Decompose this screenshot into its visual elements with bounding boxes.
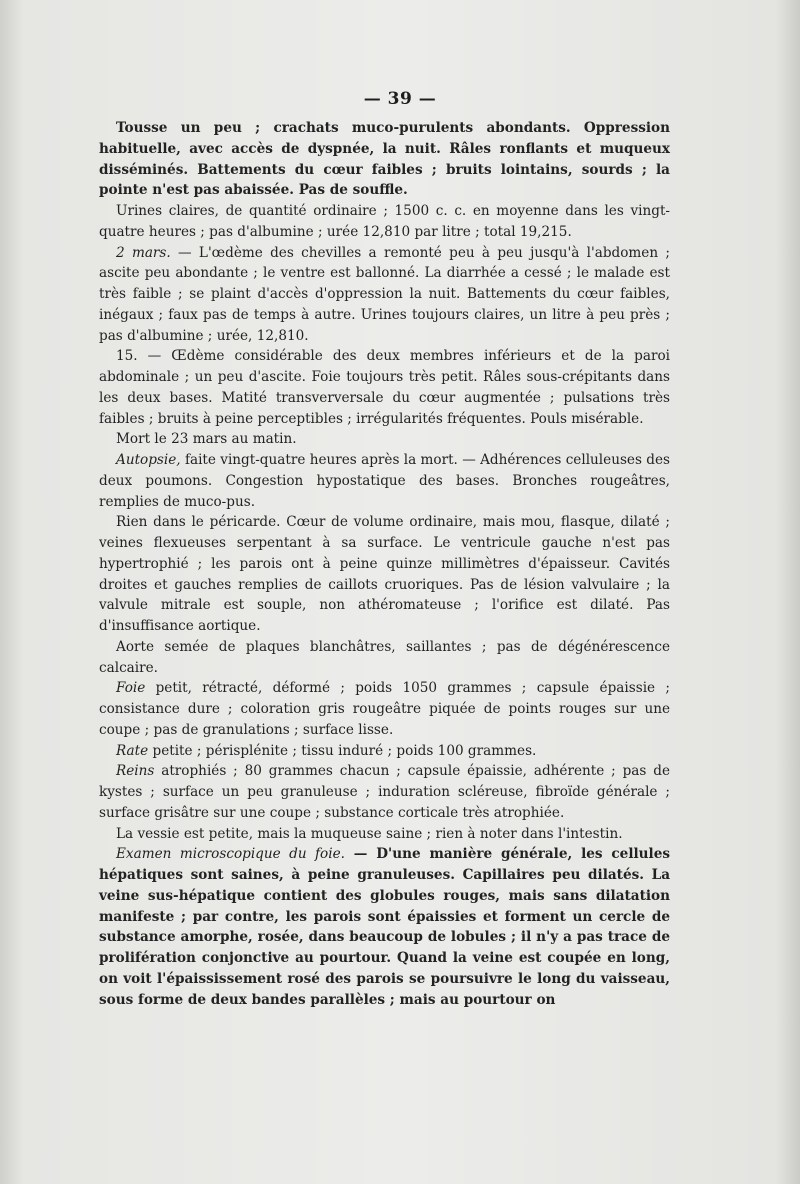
paragraph: 15. — Œdème considérable des deux membres inférieurs et de la paroi abdominale ; un peu d'ascite. Foie toujours très petit. Râles sous-crépitants dans les deux bases. Matité transverversale du cœur augmentée ; pulsations très faibles ; bruits à peine perceptibles ; irrégularités fréquentes. Pouls misérable. — [99, 348, 670, 427]
paragraph: 2 mars. — L'œdème des chevilles a remonté peu à peu jusqu'à l'abdomen ; ascite peu abondante ; le ventre est ballonné. La diarrhée a cessé ; le malade est très faible ; se plaint d'accès d'oppression la nuit. Battements du cœur faibles, inégaux ; faux pas de temps à autre. Urines toujours claires, un litre à peu près ; pas d'albumine ; urée, 12,810. — [99, 244, 670, 344]
paragraph-lead: 2 mars. — [116, 244, 171, 261]
paragraph: Autopsie, faite vingt-quatre heures après la mort. — Adhérences celluleuses des deux poumons. Congestion hypostatique des bases. Bronches rougeâtres, remplies de muco-pus. — [99, 452, 670, 510]
paragraph: Aorte semée de plaques blanchâtres, saillantes ; pas de dégénérescence calcaire. — [99, 638, 670, 676]
paragraph: Examen microscopique du foie. — D'une manière générale, les cellules hépatiques sont saines, à peine granuleuses. Capillaires peu dilatés. La veine sus-hépatique contient des globules rouges, mais sans dilatation manifeste ; par contre, les parois sont épaissies et forment un cercle de substance amorphe, rosée, dans beaucoup de lobules ; il n'y a pas trace de prolifération conjonctive au pourtour. Quand la veine est coupée en long, on voit l'épaississement rosé des parois se poursuivre le long du vaisseau, sous forme de deux bandes parallèles ; mais au pourtour on — [99, 846, 670, 1008]
paragraph-lead: Autopsie, — [116, 452, 181, 468]
body-text — [99, 118, 670, 1010]
paragraph: La vessie est petite, mais la muqueuse saine ; rien à noter dans l'intestin. — [116, 825, 623, 842]
paragraph: Foie petit, rétracté, déformé ; poids 1050 grammes ; capsule épaissie ; consistance dure ; coloration gris rougeâtre piquée de points rouges sur une coupe ; pas de granulations ; surface lisse. — [99, 680, 670, 738]
paragraph: Rate petite ; périsplénite ; tissu induré ; poids 100 grammes. — [116, 742, 537, 759]
paragraph: Urines claires, de quantité ordinaire ; 1500 c. c. en moyenne dans les vingt-quatre heures ; pas d'albumine ; urée 12,810 par litre ; total 19,215. — [99, 203, 670, 240]
paragraph-lead: Rate — [116, 742, 149, 759]
paragraph-lead: Foie — [116, 680, 146, 697]
paragraph-lead: Reins — [116, 763, 155, 780]
paragraph: Tousse un peu ; crachats muco-purulents abondants. Oppression habituelle, avec accès de dyspnée, la nuit. Râles ronflants et muqueux disséminés. Battements du cœur faibles ; bruits lointains, sourds ; la pointe n'est pas abaissée. Pas de souffle. — [99, 120, 670, 199]
page-number: — 39 — — [363, 89, 437, 109]
paragraph: Mort le 23 mars au matin. — [116, 431, 297, 448]
paragraph: Rien dans le péricarde. Cœur de volume ordinaire, mais mou, flasque, dilaté ; veines flexueuses serpentant à sa surface. Le ventricule gauche n'est pas hypertrophié ; les parois ont à peine quinze millimètres d'épaisseur. Cavités droites et gauches remplies de caillots cruoriques. Pas de lésion valvulaire ; la valvule mitrale est souple, non athéromateuse ; l'orifice est dilaté. Pas d'insuffisance aortique. — [99, 514, 670, 634]
paragraph-lead: Examen microscopique du foie. — [116, 846, 345, 863]
paragraph: Reins atrophiés ; 80 grammes chacun ; capsule épaissie, adhérente ; pas de kystes ; surface un peu granuleuse ; induration scléreuse, fibroïde générale ; surface grisâtre sur une coupe ; substance corticale très atrophiée. — [99, 763, 670, 821]
